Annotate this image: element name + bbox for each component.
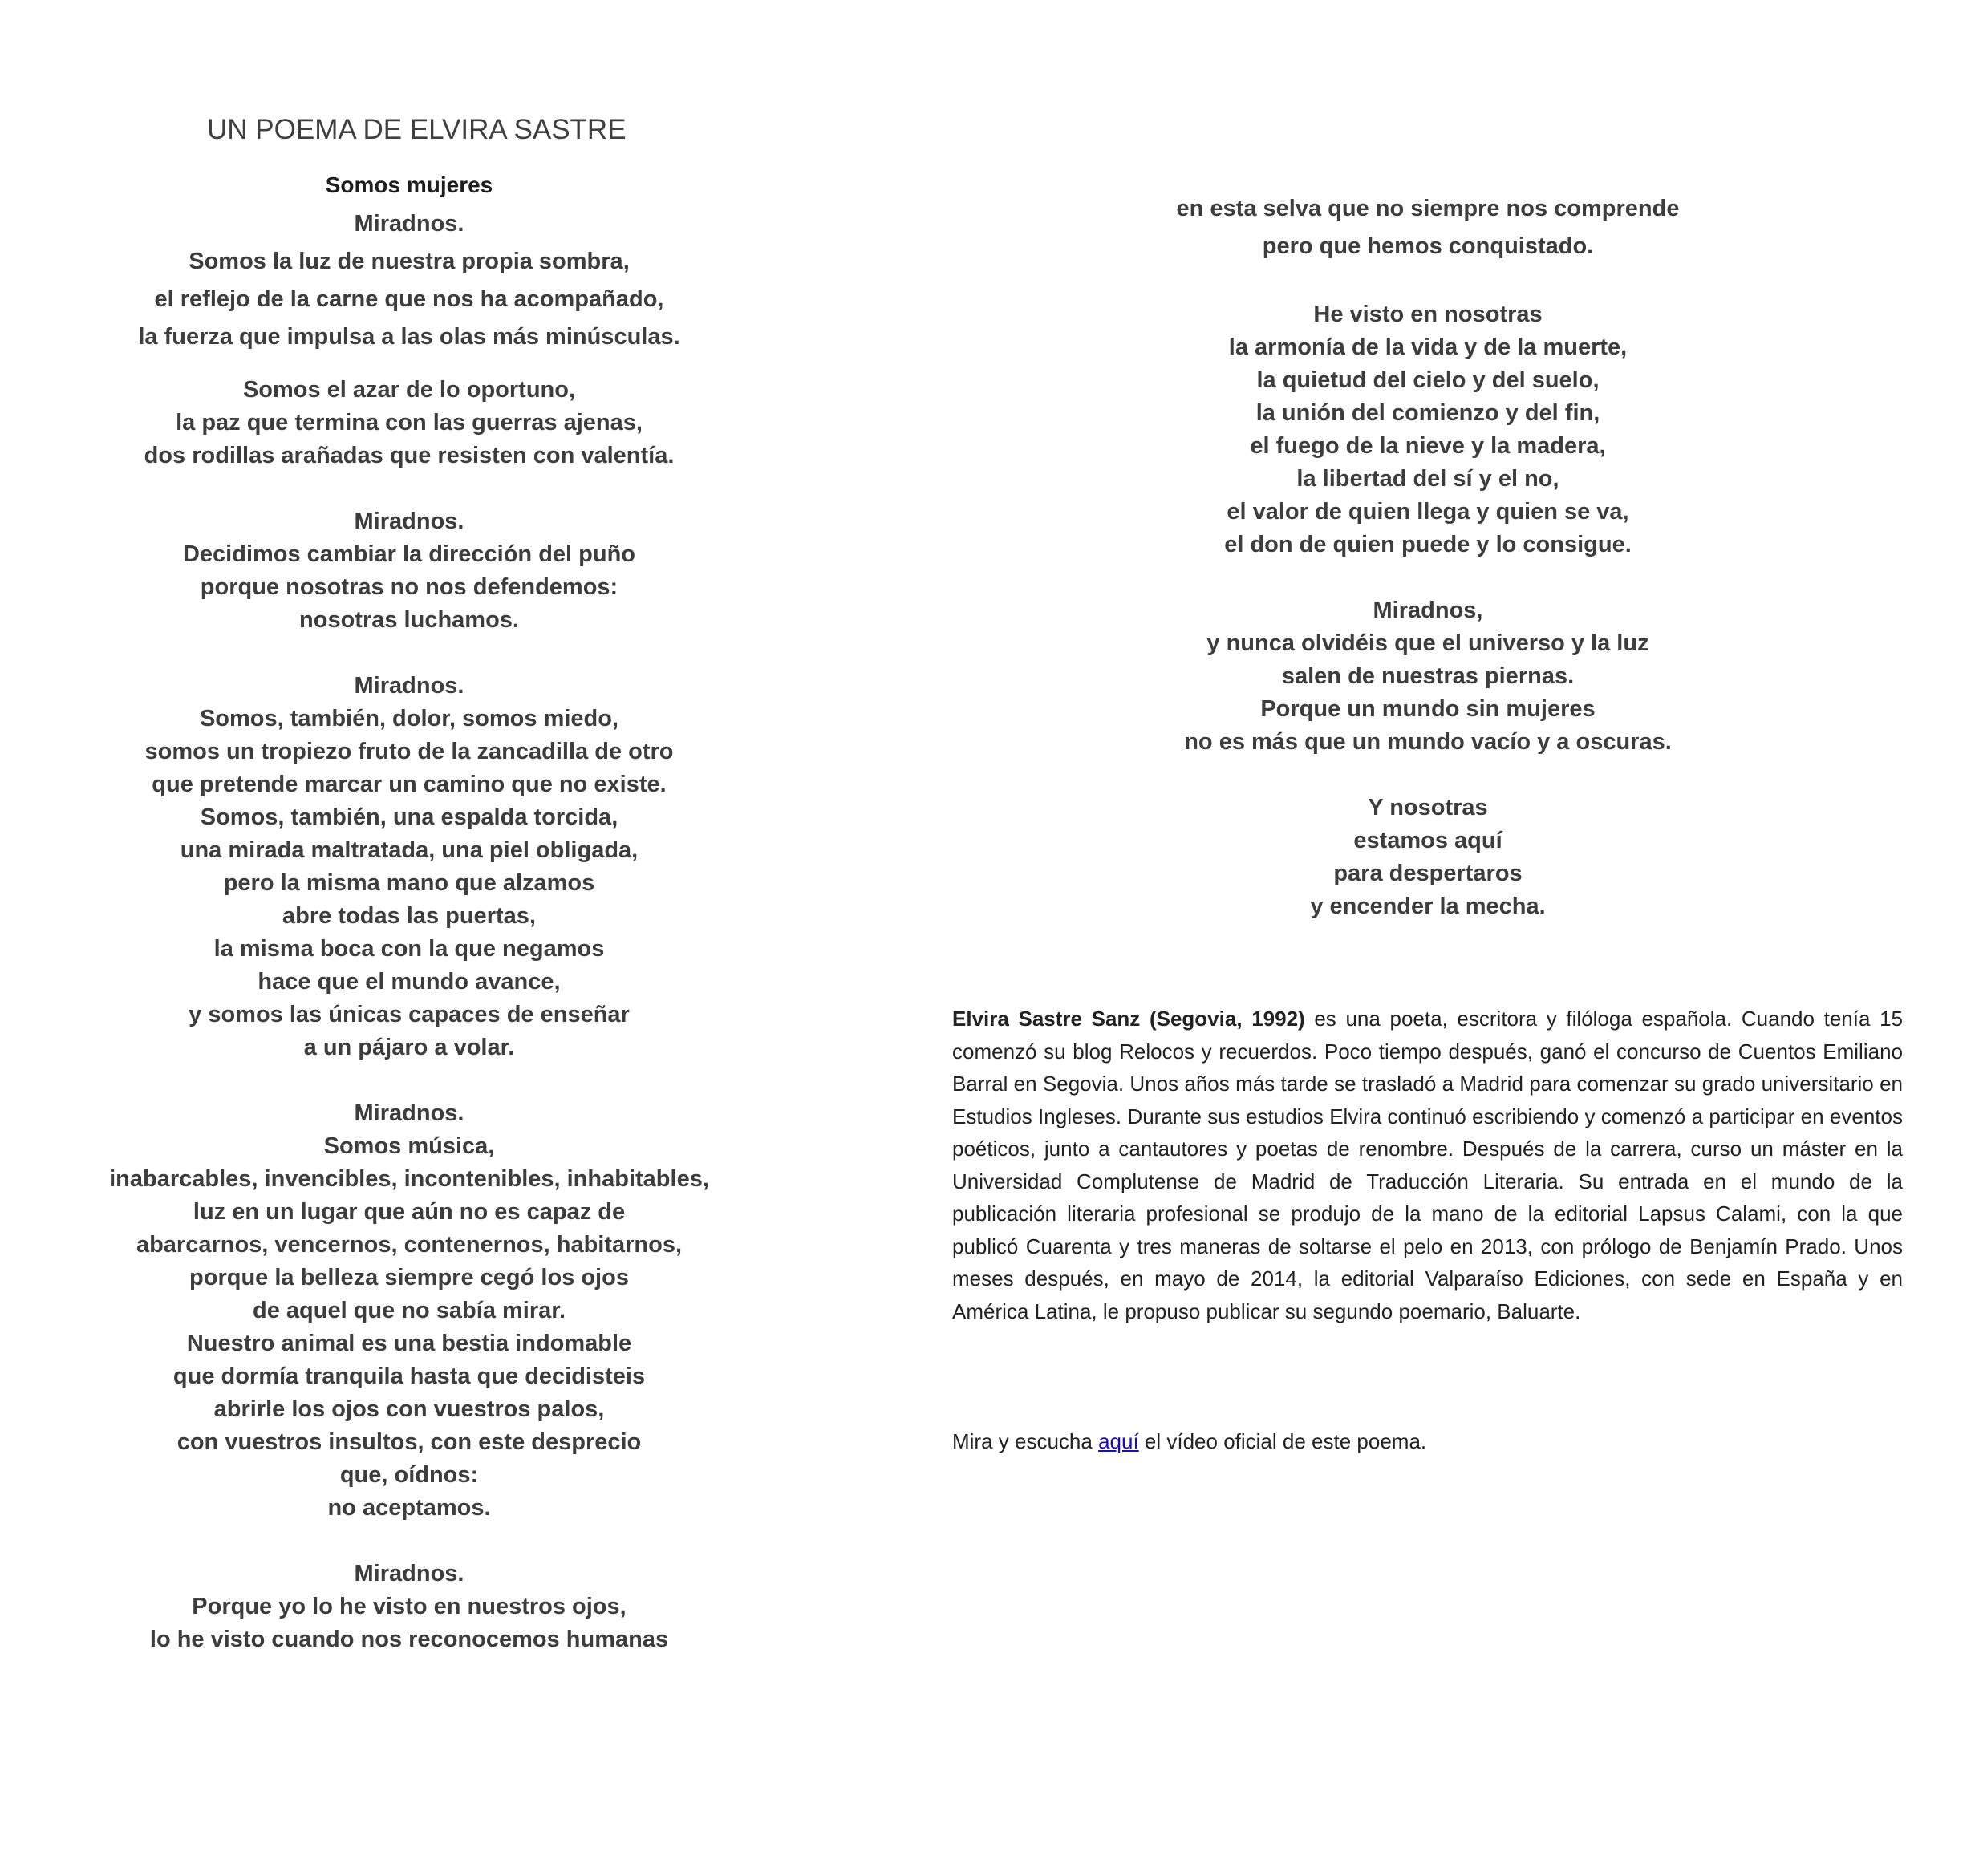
poem-line: Somos, también, dolor, somos miedo, <box>199 706 619 731</box>
poem-line: estamos aquí <box>1353 828 1502 853</box>
stanza <box>0 670 818 1064</box>
poem-line: inabarcables, invencibles, incontenibles, inhabitables, <box>109 1166 709 1192</box>
poem-line: y somos las únicas capaces de enseñar <box>189 1002 630 1027</box>
poem-left-column <box>0 205 818 1656</box>
poem-title: Somos mujeres <box>325 172 493 197</box>
poem-line: lo he visto cuando nos reconocemos humanas <box>149 1627 669 1652</box>
stanza-gap <box>1099 759 1757 792</box>
poem-line: He visto en nosotras <box>1313 302 1543 327</box>
poem-line: somos un tropiezo fruto de la zancadilla de otro <box>144 739 674 764</box>
stanza-gap <box>1099 265 1757 298</box>
poem-line: que pretende marcar un camino que no existe. <box>152 772 667 797</box>
stanza <box>0 1558 818 1656</box>
poem-line: el valor de quien llega y quien se va, <box>1227 499 1629 525</box>
poem-line: una mirada maltratada, una piel obligada, <box>180 837 639 863</box>
poem-line: Miradnos, <box>1373 598 1483 623</box>
stanza <box>0 1097 818 1525</box>
poem-line: Miradnos. <box>354 1100 464 1126</box>
poem-line: Decidimos cambiar la dirección del puño <box>182 541 636 567</box>
poem-line: a un pájaro a volar. <box>303 1035 515 1060</box>
poem-line: pero la misma mano que alzamos <box>223 870 595 896</box>
poem-line: Somos música, <box>323 1133 495 1159</box>
poem-line: no es más que un mundo vacío y a oscuras. <box>1184 729 1672 755</box>
poem-line: Porque un mundo sin mujeres <box>1260 696 1596 722</box>
author-biography <box>952 1003 1903 1327</box>
poem-line: Miradnos. <box>354 673 464 699</box>
poem-line: Porque yo lo he visto en nuestros ojos, <box>192 1594 627 1619</box>
stanza <box>1099 298 1757 561</box>
poem-line: el reflejo de la carne que nos ha acompañado, <box>154 286 664 312</box>
video-line-after: el vídeo oficial de este poema. <box>1138 1429 1427 1453</box>
poem-line: luz en un lugar que aún no es capaz de <box>193 1199 626 1225</box>
stanza <box>0 205 818 356</box>
poem-line: Miradnos. <box>354 509 464 534</box>
poem-line: abrirle los ojos con vuestros palos, <box>213 1396 605 1422</box>
author-name: Elvira Sastre Sanz (Segovia, 1992) <box>952 1007 1305 1031</box>
video-line-before: Mira y escucha <box>952 1429 1099 1453</box>
poem-line: Somos el azar de lo oportuno, <box>242 377 576 403</box>
poem-line: porque nosotras no nos defendemos: <box>200 574 618 600</box>
poem-line: la unión del comienzo y del fin, <box>1255 400 1600 426</box>
poem-line: la paz que termina con las guerras ajenas, <box>176 410 643 436</box>
poem-line: que, oídnos: <box>339 1462 479 1488</box>
stanza <box>1099 594 1757 759</box>
poem-line: Y nosotras <box>1368 795 1488 820</box>
poem-line: y nunca olvidéis que el universo y la luz <box>1206 630 1649 656</box>
poem-right-column <box>1099 190 1757 923</box>
video-link[interactable]: aquí <box>1098 1429 1139 1453</box>
poem-line: Miradnos. <box>354 1561 464 1586</box>
poem-line: porque la belleza siempre cegó los ojos <box>189 1265 629 1291</box>
poem-line: que dormía tranquila hasta que decidisteis <box>172 1363 646 1389</box>
biography-text: es una poeta, escritora y filóloga española. Cuando tenía 15 comenzó su blog Relocos y recuerdos. Poco tiempo después, ganó el concurso de Cuentos Emiliano Barral en Segovia. Unos años más tarde se trasladó a Madrid para comenzar su grado universitario en Estudios Ingleses. Durante sus estudios Elvira continuó escribiendo y comenzó a participar en eventos poéticos, junto a cantautores y poetas de renombre. Después de la carrera, curso un máster en la Universidad Complutense de Madrid de Traducción Literaria. Su entrada en el mundo de la publicación literaria profesional se produjo de la mano de la editorial Lapsus Calami, con la que publicó Cuarenta y tres maneras de soltarse el pelo en 2013, con prólogo de Benjamín Prado. Unos meses después, en mayo de 2014, la editorial Valparaíso Ediciones, con sede en España y en América Latina, le propuso publicar su segundo poemario, Baluarte. <box>952 1007 1903 1323</box>
stanza-gap <box>0 472 818 505</box>
poem-line: la misma boca con la que negamos <box>213 936 605 962</box>
video-line <box>952 1429 1426 1454</box>
poem-line: la fuerza que impulsa a las olas más minúsculas. <box>138 324 680 350</box>
poem-line: salen de nuestras piernas. <box>1281 663 1575 689</box>
poem-line: nosotras luchamos. <box>299 607 519 633</box>
stanza <box>1099 792 1757 923</box>
stanza-gap <box>0 1525 818 1558</box>
poem-line: con vuestros insultos, con este desprecio <box>176 1429 642 1455</box>
poem-line: pero que hemos conquistado. <box>1262 233 1594 259</box>
poem-line: Miradnos. <box>354 211 464 237</box>
stanza <box>0 374 818 472</box>
poem-line: Somos, también, una espalda torcida, <box>200 804 618 830</box>
poem-line: Somos la luz de nuestra propia sombra, <box>189 249 630 274</box>
poem-line: dos rodillas arañadas que resisten con valentía. <box>144 443 675 468</box>
poem-line: el don de quien puede y lo consigue. <box>1224 532 1632 557</box>
poem-line: la libertad del sí y el no, <box>1296 466 1559 492</box>
stanza-gap <box>0 356 818 374</box>
stanza <box>1099 190 1757 265</box>
poem-line: la quietud del cielo y del suelo, <box>1256 367 1600 393</box>
poem-line: hace que el mundo avance, <box>258 969 561 995</box>
poem-line: la armonía de la vida y de la muerte, <box>1228 334 1628 360</box>
stanza-gap <box>1099 561 1757 594</box>
poem-line: no aceptamos. <box>327 1495 491 1521</box>
poem-line: de aquel que no sabía mirar. <box>252 1298 566 1323</box>
poem-line: en esta selva que no siempre nos comprende <box>1176 196 1680 221</box>
stanza <box>0 505 818 637</box>
poem-line: el fuego de la nieve y la madera, <box>1250 433 1606 459</box>
poem-line: Nuestro animal es una bestia indomable <box>186 1331 632 1356</box>
poem-line: abre todas las puertas, <box>282 903 536 929</box>
poem-line: para despertaros <box>1333 861 1523 886</box>
stanza-gap <box>0 1064 818 1097</box>
stanza-gap <box>0 637 818 670</box>
page-title: UN POEMA DE ELVIRA SASTRE <box>207 114 627 145</box>
poem-line: abarcarnos, vencernos, contenernos, habitarnos, <box>136 1232 683 1258</box>
poem-line: y encender la mecha. <box>1310 893 1546 919</box>
